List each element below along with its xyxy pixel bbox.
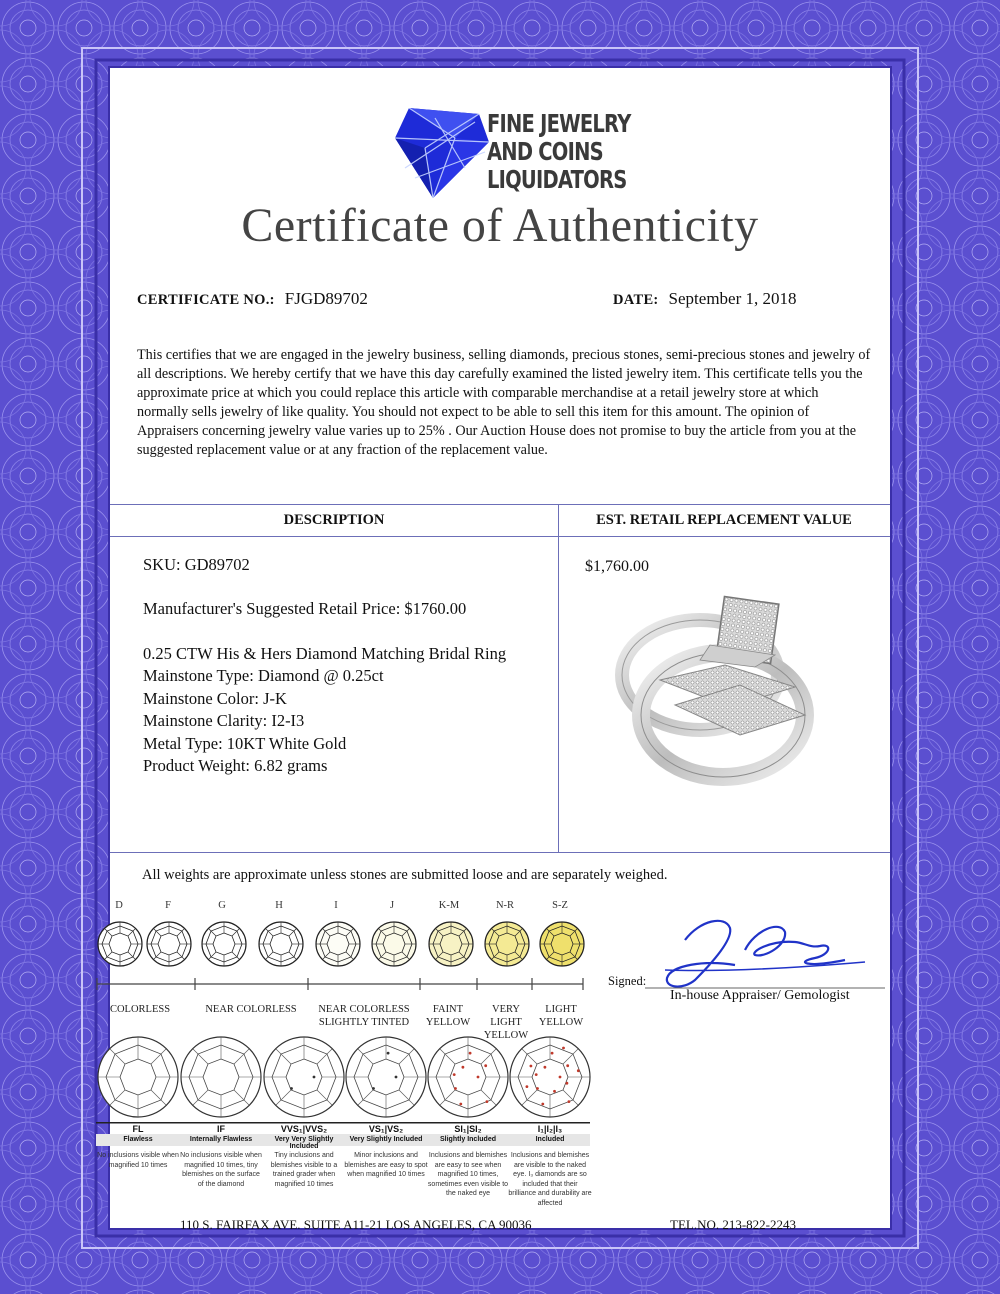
- clarity-diamond-icon: [508, 1035, 592, 1119]
- date-label: DATE:: [613, 292, 659, 308]
- appraiser-title: In-house Appraiser/ Gemologist: [670, 988, 850, 1003]
- logo-text-line1: FINE JEWELRY: [487, 109, 631, 138]
- color-grade-label: J: [389, 900, 395, 911]
- table-top-rule: [110, 504, 890, 505]
- color-category: LIGHT YELLOW: [538, 1004, 584, 1028]
- color-grade-label: N-R: [495, 900, 515, 911]
- color-grade-label: F: [165, 900, 171, 911]
- color-grade-diamond-icon: [145, 920, 193, 968]
- clarity-diamond-icon: [96, 1035, 180, 1119]
- clarity-description: Inclusions and blemishes are visible to the naked eye. I₃ diamonds are so included that their brilliance and durability are affected: [508, 1152, 592, 1207]
- certificate-number-label: CERTIFICATE NO.:: [137, 292, 275, 308]
- color-grade-label: D: [115, 900, 123, 911]
- detail-line: Product Weight: 6.82 grams: [143, 756, 328, 775]
- clarity-name: Very Slightly Included: [349, 1136, 423, 1143]
- weights-note: All weights are approximate unless stones are submitted loose and are separately weighed.: [142, 867, 668, 883]
- color-category: NEAR COLORLESS: [205, 1004, 297, 1015]
- sku: SKU: GD89702: [143, 555, 250, 574]
- clarity-name: Slightly Included: [439, 1136, 496, 1143]
- color-category: NEAR COLORLESS SLIGHTLY TINTED: [318, 1004, 410, 1028]
- logo-text-line2: AND COINS: [487, 137, 603, 166]
- color-grade-label: I: [334, 900, 338, 911]
- color-grade-label: K-M: [438, 900, 460, 911]
- color-grade-label: S-Z: [552, 900, 568, 911]
- certificate-date-row: [613, 289, 797, 309]
- gem-icon: [395, 108, 491, 198]
- logo-text-line3: LIQUIDATORS: [487, 165, 627, 194]
- clarity-diamond-icon: [426, 1035, 510, 1119]
- table-header-rule: [110, 536, 890, 537]
- color-grade-diamond-icon: [200, 920, 248, 968]
- table-bottom-rule: [110, 852, 890, 853]
- footer-address: 110 S. FAIRFAX AVE. SUITE A11-21 LOS ANGELES, CA 90036: [180, 1217, 532, 1232]
- msrp: Manufacturer's Suggested Retail Price: $1760.00: [143, 599, 467, 618]
- certificate-number-value: FJGD89702: [284, 289, 368, 308]
- color-grade-diamond-icon: [538, 920, 586, 968]
- clarity-code: IF: [217, 1124, 225, 1134]
- color-grade-label: G: [218, 900, 226, 911]
- color-grade-diamond-icon: [483, 920, 531, 968]
- intro-paragraph: This certifies that we are engaged in the jewelry business, selling diamonds, precious stones, semi-precious stones and jewelry of all descriptions. We hereby certify that we have this day carefully examined the listed jewelry item. This certificate tells you the approximate price at which you could replace this article with comparable merchandise at a retail jewelry store at which normally sells jewelry of like quality. You should not expect to be able to sell this item for this amount. The opinion of Appraisers concerning jewelry value varies up to 25% . Our Auction House does not promise to buy the article from you at the suggested replacement value or at any fraction of the replacement value.: [137, 347, 871, 458]
- clarity-name: Included: [535, 1136, 565, 1143]
- detail-line: Mainstone Type: Diamond @ 0.25ct: [143, 666, 384, 685]
- clarity-code: VVS₁|VVS₂: [280, 1124, 328, 1134]
- clarity-diamond-icon: [179, 1035, 263, 1119]
- clarity-code: SI₁|SI₂: [454, 1124, 482, 1134]
- detail-line: Mainstone Clarity: I2-I3: [143, 711, 305, 730]
- clarity-description: No inclusions visible when magnified 10 times: [97, 1152, 179, 1169]
- color-category: COLORLESS: [109, 1004, 171, 1015]
- ring-image: [605, 585, 820, 800]
- color-grade-diamond-icon: [96, 920, 144, 968]
- color-category: FAINT YELLOW: [425, 1004, 471, 1028]
- table-column-divider: [558, 504, 559, 852]
- detail-line: 0.25 CTW His & Hers Diamond Matching Bridal Ring: [143, 644, 507, 663]
- description-header: DESCRIPTION: [283, 512, 385, 528]
- certificate-number-row: [137, 289, 368, 309]
- color-grade-label: H: [275, 900, 283, 911]
- color-grade-diamond-icon: [314, 920, 362, 968]
- clarity-code: FL: [132, 1124, 144, 1134]
- certificate-title: Certificate of Authenticity: [241, 199, 759, 252]
- replacement-value: $1,760.00: [585, 558, 649, 575]
- clarity-code: VS₁|VS₂: [368, 1124, 404, 1134]
- footer-phone: TEL.NO. 213-822-2243: [670, 1217, 797, 1232]
- clarity-description: Minor inclusions and blemishes are easy to spot when magnified 10 times: [344, 1152, 428, 1178]
- clarity-description: Inclusions and blemishes are easy to see when magnified 10 times, sometimes even visible to the naked eye: [427, 1152, 509, 1197]
- clarity-diamond-icon: [262, 1035, 346, 1119]
- color-grade-diamond-icon: [257, 920, 305, 968]
- color-grade-diamond-icon: [370, 920, 418, 968]
- clarity-description: No inclusions visible when magnified 10 times, tiny blemishes on the surface of the diamond: [180, 1152, 262, 1188]
- detail-line: Mainstone Color: J-K: [143, 689, 287, 708]
- detail-line: Metal Type: 10KT White Gold: [143, 734, 347, 753]
- color-scale-bracket: [95, 978, 585, 992]
- date-value: September 1, 2018: [668, 289, 797, 308]
- clarity-name: Internally Flawless: [189, 1136, 253, 1143]
- color-grade-diamond-icon: [427, 920, 475, 968]
- clarity-description: Tiny inclusions and blemishes visible to a trained grader when magnified 10 times: [270, 1152, 338, 1188]
- value-header: EST. RETAIL REPLACEMENT VALUE: [596, 512, 852, 528]
- clarity-code: I₁|I₂|I₃: [537, 1124, 563, 1134]
- signed-label: Signed:: [608, 974, 647, 988]
- color-category: VERY LIGHT YELLOW: [483, 1004, 529, 1041]
- clarity-name: Very Very Slightly Included: [274, 1136, 334, 1150]
- clarity-diamond-icon: [344, 1035, 428, 1119]
- clarity-name: Flawless: [123, 1136, 153, 1143]
